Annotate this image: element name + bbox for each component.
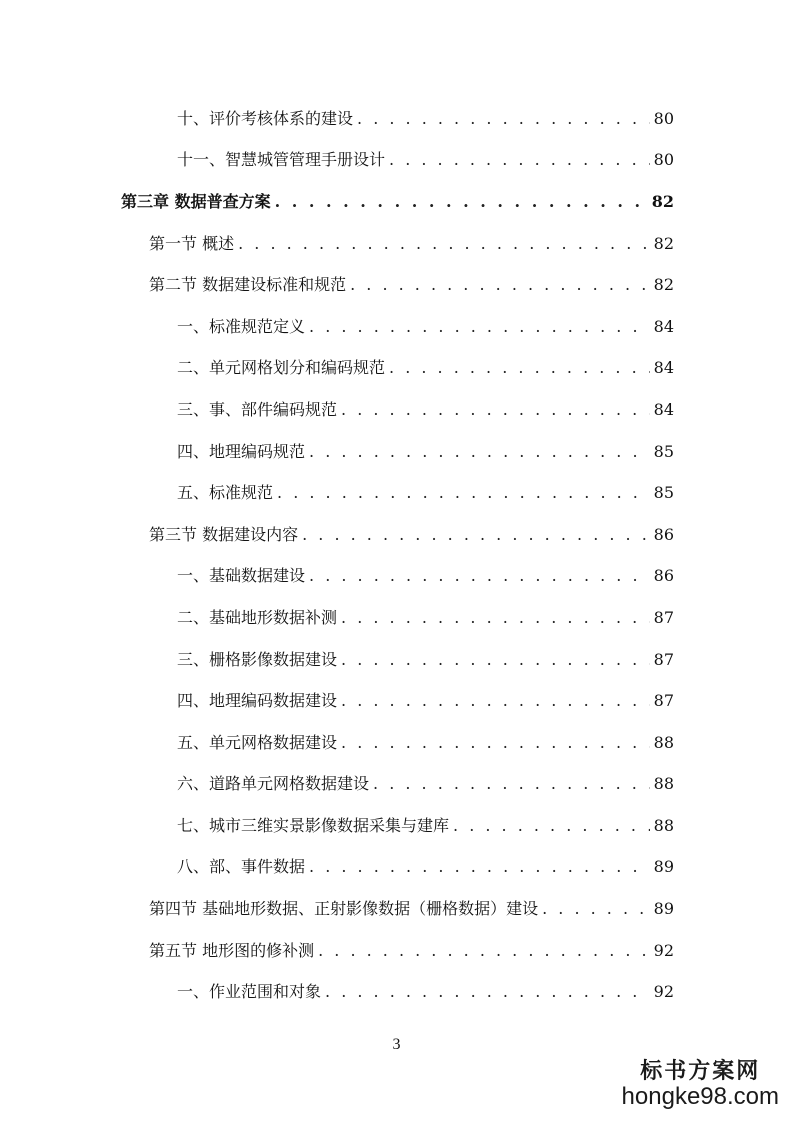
- toc-dot-leader: [389, 358, 650, 378]
- toc-entry-title: 五、标准规范: [177, 483, 274, 503]
- toc-entry-page: 89: [653, 899, 674, 919]
- toc-entry-title: 一、基础数据建设: [177, 566, 306, 586]
- watermark-title: 标书方案网: [640, 1058, 761, 1083]
- toc-entry-title: 二、基础地形数据补测: [177, 607, 338, 627]
- toc-entry-title: 一、作业范围和对象: [177, 982, 322, 1002]
- toc-entry-page: 92: [653, 982, 674, 1002]
- toc-dot-leader: [325, 982, 650, 1002]
- toc-dot-leader: [309, 442, 650, 462]
- toc-dot-leader: [302, 525, 650, 545]
- toc-entry-page: 82: [653, 275, 674, 295]
- toc-dot-leader: [318, 941, 650, 961]
- toc-entry-page: 80: [653, 150, 674, 170]
- toc-dot-leader: [309, 857, 650, 877]
- toc-entry[interactable]: [0, 930, 793, 972]
- toc-entry-page: 92: [653, 940, 674, 960]
- toc-entry-title: 第一节 概述: [149, 233, 235, 253]
- toc-entry-page: 84: [653, 316, 674, 336]
- toc-entry[interactable]: [0, 306, 793, 348]
- toc-entry-title: 六、道路单元网格数据建设: [177, 774, 370, 794]
- toc-entry[interactable]: [0, 722, 793, 764]
- toc-entry-page: 87: [653, 607, 674, 627]
- toc-dot-leader: [542, 899, 650, 919]
- toc-entry[interactable]: [0, 888, 793, 930]
- toc-entry[interactable]: [0, 639, 793, 681]
- toc-entry-title: 三、栅格影像数据建设: [177, 649, 338, 669]
- toc-entry-title: 四、地理编码规范: [177, 441, 306, 461]
- toc-entry-page: 84: [653, 399, 674, 419]
- watermark-logo: [622, 1058, 779, 1110]
- toc-dot-leader: [238, 234, 650, 254]
- toc-entry-page: 87: [653, 649, 674, 669]
- toc-entry[interactable]: [0, 348, 793, 390]
- toc-entry-page: 85: [653, 483, 674, 503]
- toc-entry-title: 四、地理编码数据建设: [177, 691, 338, 711]
- toc-entry[interactable]: [0, 971, 793, 1013]
- toc-entry-page: 84: [653, 358, 674, 378]
- toc-entry-page: 80: [653, 108, 674, 128]
- toc-entry[interactable]: [0, 847, 793, 889]
- toc-entry[interactable]: [0, 680, 793, 722]
- toc-entry-page: 82: [653, 233, 674, 253]
- toc-entry-title: 三、事、部件编码规范: [177, 399, 338, 419]
- toc-entry[interactable]: [0, 597, 793, 639]
- toc-entry-page: 86: [653, 524, 674, 544]
- toc-dot-leader: [357, 109, 650, 129]
- toc-entry-title: 五、单元网格数据建设: [177, 732, 338, 752]
- toc-entry[interactable]: [0, 514, 793, 556]
- toc-entry[interactable]: [0, 223, 793, 265]
- toc-entry[interactable]: [0, 389, 793, 431]
- toc-entry[interactable]: [0, 140, 793, 182]
- toc-entry-title: 第三章 数据普查方案: [121, 191, 271, 211]
- toc-dot-leader: [341, 608, 650, 628]
- toc-entry-page: 86: [653, 566, 674, 586]
- toc-entry[interactable]: [0, 98, 793, 140]
- toc-dot-leader: [309, 566, 650, 586]
- toc-entry-page: 85: [653, 441, 674, 461]
- toc-entry-title: 第四节 基础地形数据、正射影像数据（栅格数据）建设: [149, 899, 539, 919]
- toc-entry-title: 第五节 地形图的修补测: [149, 940, 315, 960]
- toc-entry[interactable]: [0, 264, 793, 306]
- toc-entry-page: 88: [653, 732, 674, 752]
- toc-dot-leader: [341, 650, 650, 670]
- toc-entry-title: 一、标准规范定义: [177, 316, 306, 336]
- toc-entry-title: 第三节 数据建设内容: [149, 524, 299, 544]
- toc-dot-leader: [389, 150, 650, 170]
- toc-entry[interactable]: [0, 805, 793, 847]
- toc-entry[interactable]: [0, 181, 793, 223]
- toc-dot-leader: [453, 816, 650, 836]
- toc-entry[interactable]: [0, 431, 793, 473]
- toc-dot-leader: [275, 192, 648, 212]
- toc-entry-page: 87: [653, 691, 674, 711]
- toc-entry-title: 二、单元网格划分和编码规范: [177, 358, 386, 378]
- toc-dot-leader: [350, 275, 650, 295]
- toc-dot-leader: [341, 400, 650, 420]
- toc-entry-title: 十、评价考核体系的建设: [177, 108, 354, 128]
- toc-entry-title: 第二节 数据建设标准和规范: [149, 275, 347, 295]
- toc-dot-leader: [373, 774, 650, 794]
- toc-entry-title: 八、部、事件数据: [177, 857, 306, 877]
- toc-entry[interactable]: [0, 764, 793, 806]
- toc-dot-leader: [341, 691, 650, 711]
- table-of-contents: [0, 98, 793, 1013]
- toc-entry[interactable]: [0, 472, 793, 514]
- toc-entry-page: 82: [651, 191, 674, 211]
- toc-entry-title: 七、城市三维实景影像数据采集与建库: [177, 815, 450, 835]
- toc-dot-leader: [309, 317, 650, 337]
- toc-entry-page: 89: [653, 857, 674, 877]
- toc-entry-title: 十一、智慧城管管理手册设计: [177, 150, 386, 170]
- toc-entry-page: 88: [653, 815, 674, 835]
- toc-entry[interactable]: [0, 556, 793, 598]
- toc-dot-leader: [277, 483, 650, 503]
- toc-entry-page: 88: [653, 774, 674, 794]
- watermark-url: hongke98.com: [621, 1083, 779, 1110]
- toc-dot-leader: [341, 733, 650, 753]
- page-number: 3: [392, 1036, 401, 1053]
